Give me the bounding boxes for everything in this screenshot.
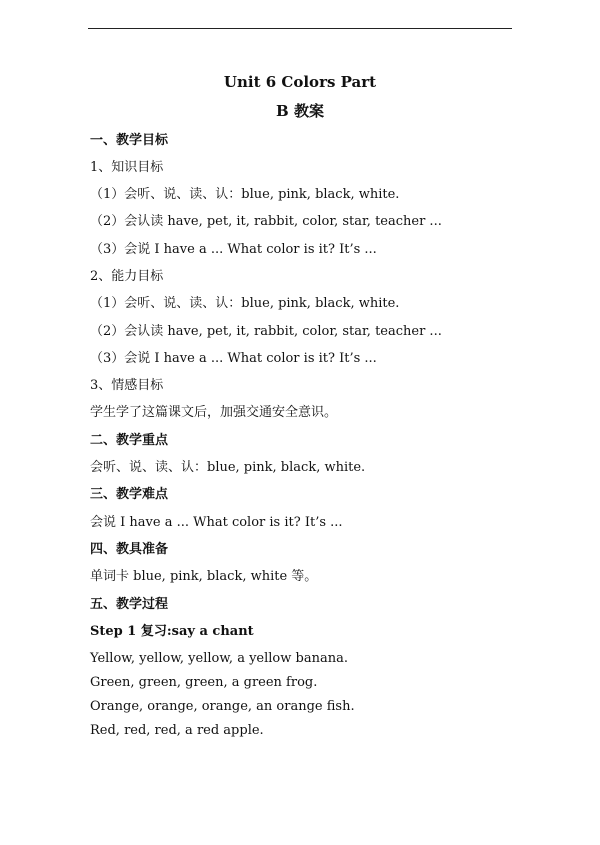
text-line: （1）会听、说、读、认：blue, pink, black, white. xyxy=(90,187,400,202)
document-subtitle: B 教案 xyxy=(276,102,324,120)
text-line: 单词卡 blue, pink, black, white 等。 xyxy=(90,569,318,584)
section-heading-process: 五、教学过程 xyxy=(90,597,169,612)
step-heading: Step 1 复习:say a chant xyxy=(90,624,254,639)
text-line: （1）会听、说、读、认：blue, pink, black, white. xyxy=(90,296,400,311)
section-heading-materials: 四、教具准备 xyxy=(90,542,169,557)
text-line: 学生学了这篇课文后，加强交通安全意识。 xyxy=(90,405,338,420)
chant-line: Green, green, green, a green frog. xyxy=(90,675,318,690)
section-heading-key-points: 二、教学重点 xyxy=(90,433,169,448)
section-heading-difficulties: 三、教学难点 xyxy=(90,487,169,502)
text-line: （3）会说 I have a ... What color is it? It’s ... xyxy=(90,242,377,257)
document-title: Unit 6 Colors Part xyxy=(223,73,377,91)
chant-line: Yellow, yellow, yellow, a yellow banana. xyxy=(90,651,348,666)
subheading-knowledge: 1、知识目标 xyxy=(90,160,164,175)
text-line: （3）会说 I have a ... What color is it? It’s ... xyxy=(90,351,377,366)
text-line: 会听、说、读、认：blue, pink, black, white. xyxy=(90,460,366,475)
text-line: （2）会认读 have, pet, it, rabbit, color, star, teacher ... xyxy=(90,324,442,339)
section-heading-objectives: 一、教学目标 xyxy=(90,133,169,148)
chant-line: Red, red, red, a red apple. xyxy=(90,723,264,738)
text-line: 会说 I have a ... What color is it? It’s ... xyxy=(90,515,343,530)
subheading-emotion: 3、情感目标 xyxy=(90,378,164,393)
chant-line: Orange, orange, orange, an orange fish. xyxy=(90,699,355,714)
top-divider xyxy=(88,28,512,29)
subheading-ability: 2、能力目标 xyxy=(90,269,164,284)
text-line: （2）会认读 have, pet, it, rabbit, color, star, teacher ... xyxy=(90,214,442,229)
